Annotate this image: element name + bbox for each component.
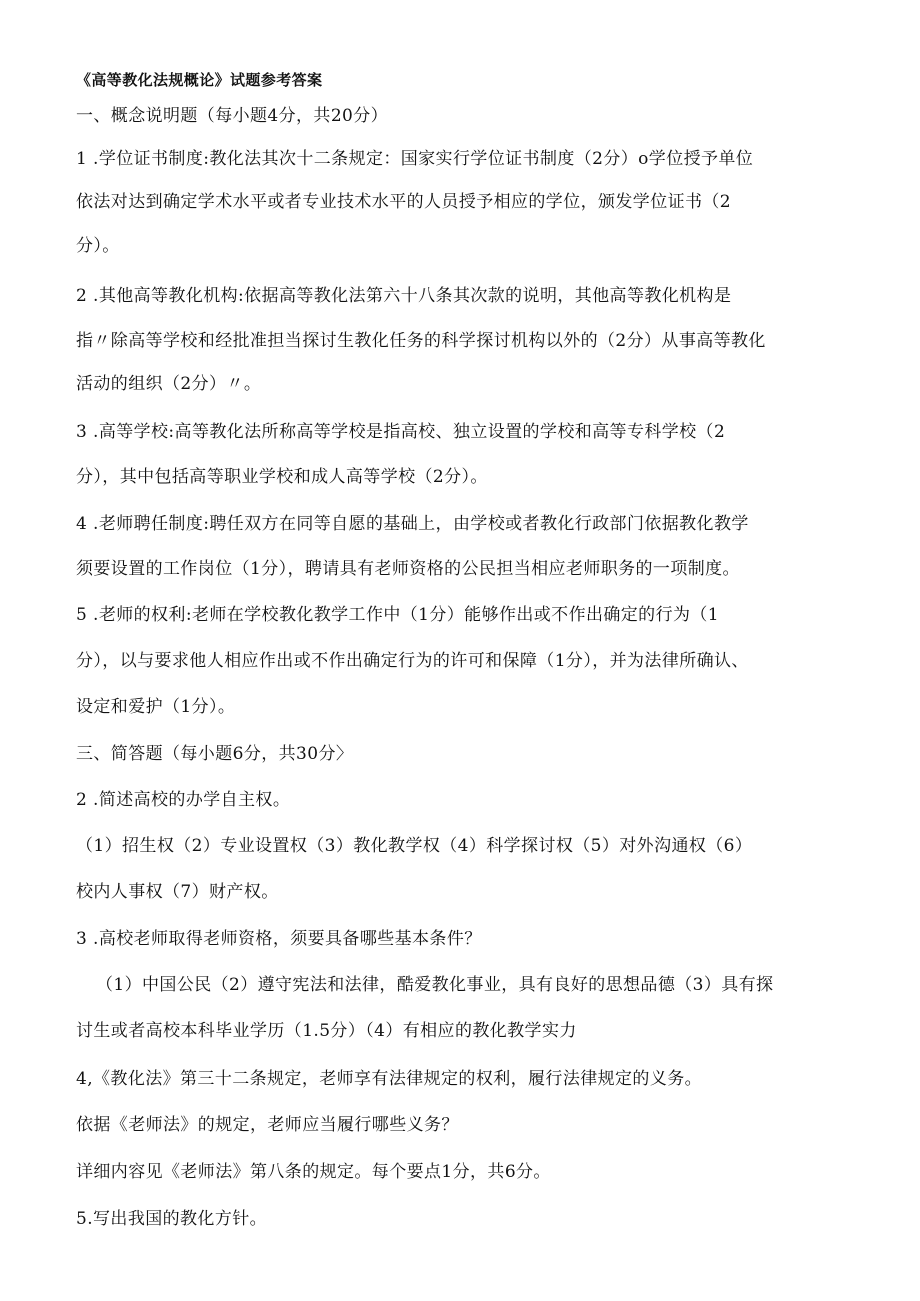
- paragraph-line: 5 .老师的权利:老师在学校教化教学工作中（1分）能够作出或不作出确定的行为（1: [76, 605, 719, 625]
- paragraph-line: 2 .其他高等教化机构:依据高等教化法第六十八条其次款的说明，其他高等教化机构是: [76, 286, 732, 306]
- paragraph-line: 分），以与要求他人相应作出或不作出确定行为的许可和保障（1分），并为法律所确认、: [76, 651, 749, 671]
- answer-line: 讨生或者高校本科毕业学历（1.5分）（4）有相应的教化教学实力: [76, 1021, 577, 1041]
- paragraph-line: 指〃除高等学校和经批准担当探讨生教化任务的科学探讨机构以外的（2分）从事高等教化: [76, 331, 766, 351]
- paragraph-line: 3 .高等学校:高等教化法所称高等学校是指高校、独立设置的学校和高等专科学校（2: [76, 422, 726, 442]
- answer-line: 校内人事权（7）财产权。: [76, 882, 279, 902]
- question-line: 2 .简述高校的办学自主权。: [76, 790, 291, 810]
- answer-line: （1）招生权（2）专业设置权（3）教化教学权（4）科学探讨权（5）对外沟通权（6）: [76, 836, 753, 856]
- paragraph-line: 设定和爱护（1分）。: [76, 697, 236, 717]
- answer-line: （1）中国公民（2）遵守宪法和法律，酷爱教化事业，具有良好的思想品德（3）具有探: [96, 975, 774, 995]
- answer-line: 详细内容见《老师法》第八条的规定。每个要点1分，共6分。: [76, 1162, 551, 1182]
- paragraph-line: 依法对达到确定学术水平或者专业技术水平的人员授予相应的学位，颁发学位证书（2: [76, 192, 732, 212]
- section-heading-concepts: 一、概念说明题（每小题4分，共20分）: [76, 106, 389, 126]
- paragraph-line: 分），其中包括高等职业学校和成人高等学校（2分）。: [76, 467, 488, 487]
- question-line: 5.写出我国的教化方针。: [76, 1209, 268, 1229]
- document-title: 《高等教化法规概论》试题参考答案: [76, 71, 323, 89]
- section-heading-short-answer: 三、简答题（每小题6分，共30分〉: [76, 744, 354, 764]
- paragraph-line: 活动的组织（2分）〃。: [76, 374, 262, 394]
- paragraph-line: 须要设置的工作岗位（1分），聘请具有老师资格的公民担当相应老师职务的一项制度。: [76, 559, 740, 579]
- question-line: 依据《老师法》的规定，老师应当履行哪些义务？: [76, 1115, 459, 1135]
- question-line: 3 .高校老师取得老师资格，须要具备哪些基本条件？: [76, 929, 482, 949]
- paragraph-line: 分）。: [76, 236, 120, 256]
- paragraph-line: 4 .老师聘任制度:聘任双方在同等自愿的基础上，由学校或者教化行政部门依据教化教学: [76, 514, 749, 534]
- question-line: 4,《教化法》第三十二条规定，老师享有法律规定的权利，履行法律规定的义务。: [76, 1069, 703, 1089]
- paragraph-line: 1 .学位证书制度:教化法其次十二条规定：国家实行学位证书制度（2分）o学位授予单位: [76, 149, 754, 169]
